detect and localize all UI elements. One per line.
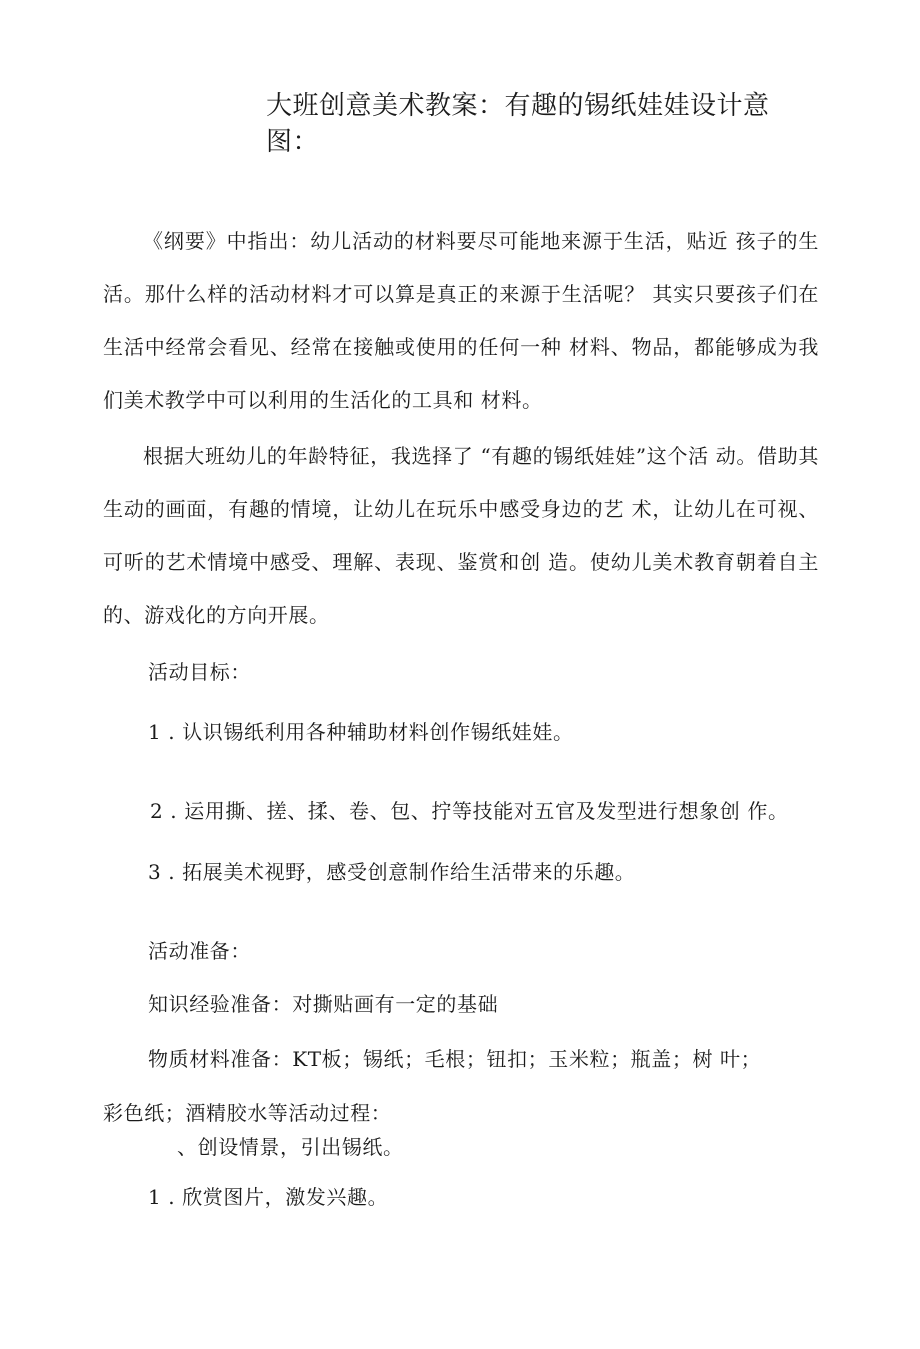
materials-preparation-line-2: 彩色纸；酒精胶水等活动过程：	[103, 1101, 392, 1125]
materials-preparation-line-1: 物质材料准备：KT板；锡纸；毛根；钮扣；玉米粒；瓶盖；树 叶；	[148, 1047, 762, 1071]
goals-heading: 活动目标：	[148, 660, 251, 684]
goal-item-2: 2 . 运用撕、搓、揉、卷、包、拧等技能对五官及发型进行想象创 作。	[150, 799, 789, 823]
intro-paragraph: 《纲要》中指出：幼儿活动的材料要尽可能地来源于生活，贴近 孩子的生活。那什么样的活动材料才可以算是真正的来源于生活呢？ 其实只要孩子们在生活中经常会看见、经常在接触或使用的任何一种 材料、物品，都能够成为我们美术教学中可以利用的生活化的工具和 材料。	[103, 229, 819, 412]
second-paragraph: 根据大班幼儿的年龄特征，我选择了 “有趣的锡纸娃娃”这个活 动。借助其生动的画面，有趣的情境，让幼儿在玩乐中感受身边的艺 术，让幼儿在可视、可听的艺术情境中感受、理解、表现、鉴赏和创 造。使幼儿美术教育朝着自主的、游戏化的方向开展。	[103, 444, 819, 627]
goal-item-1: 1 . 认识锡纸利用各种辅助材料创作锡纸娃娃。	[148, 720, 574, 744]
process-step-heading: 、创设情景，引出锡纸。	[177, 1135, 404, 1159]
preparation-heading: 活动准备：	[148, 939, 251, 963]
goal-item-3: 3 . 拓展美术视野，感受创意制作给生活带来的乐趣。	[148, 860, 636, 884]
knowledge-preparation: 知识经验准备：对撕贴画有一定的基础	[148, 992, 499, 1016]
document-title: 大班创意美术教案：有趣的锡纸娃娃设计意图：	[266, 91, 770, 157]
process-sub-item-1: 1 . 欣赏图片，激发兴趣。	[148, 1185, 389, 1209]
